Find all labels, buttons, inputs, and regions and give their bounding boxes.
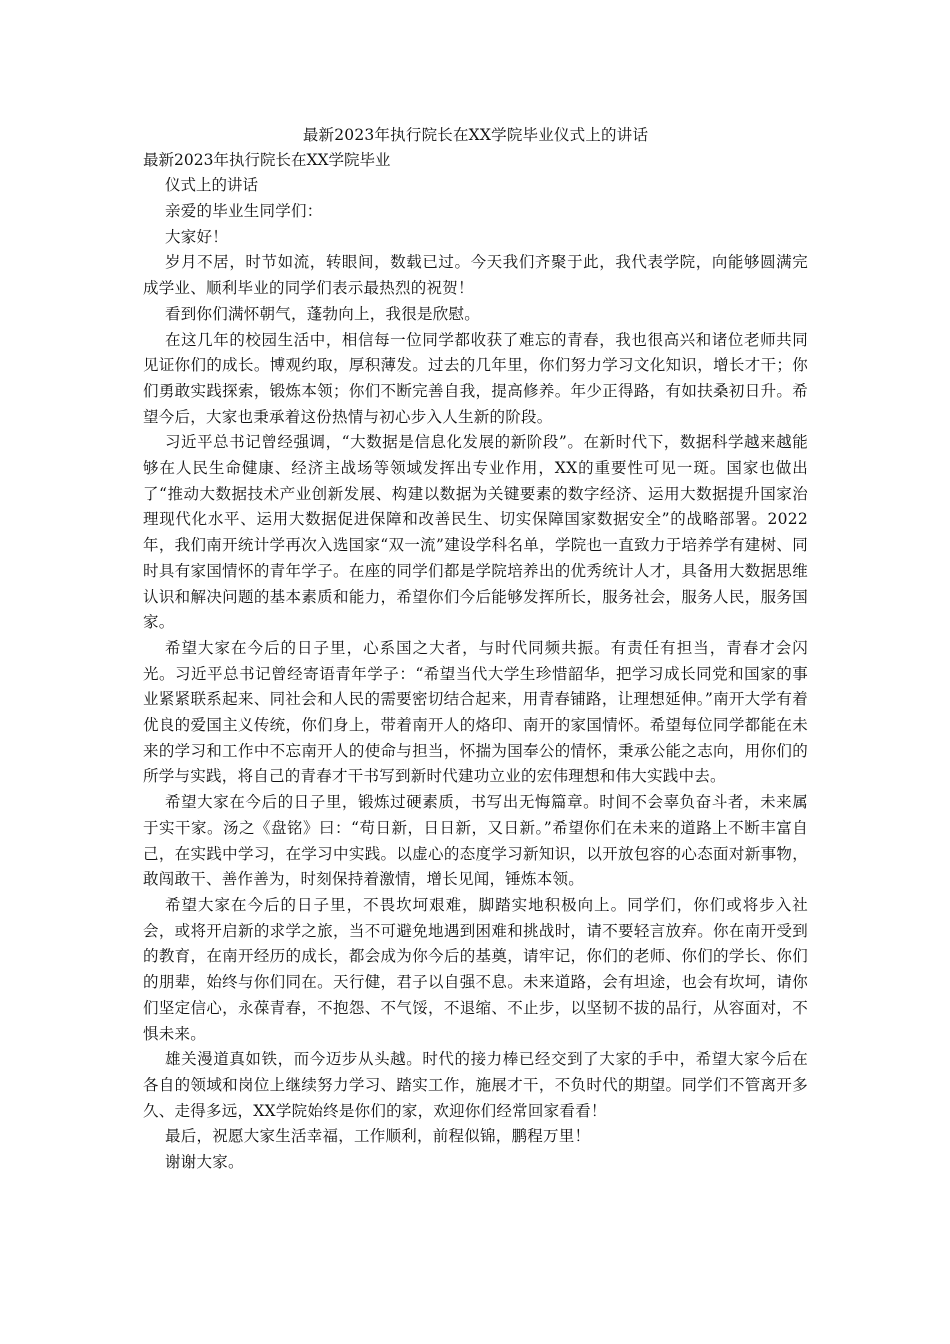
speech-heading-line-2: 仪式上的讲话 bbox=[165, 176, 259, 194]
speech-heading-line-1: 最新2023年执行院长在XX学院毕业 bbox=[143, 151, 391, 169]
closing-wish: 最后，祝愿大家生活幸福，工作顺利，前程似锦，鹏程万里！ bbox=[165, 1127, 591, 1146]
body-paragraph: 希望大家在今后的日子里，心系国之大者，与时代同频共振。有责任有担当，青春才会闪光。习近平总书记曾经寄语青年学子：“希望当代大学生珍惜韶华，把学习成长同党和国家的事业紧紧联系起来、同社会和人民的需要密切结合起来，用青春铺路，让理想延伸。”南开大学有着优良的爱国主义传统，你们身上，带着南开人的烙印、南开的家国情怀。希望每位同学都能在未来的学习和工作中不忘南开人的使命与担当，怀揣为国奉公的情怀，秉承公能之志向，用你们的所学与实践，将自己的青春才干书写到新时代建功立业的宏伟理想和伟大实践中去。 bbox=[143, 638, 808, 786]
document-title: 最新2023年执行院长在XX学院毕业仪式上的讲话 bbox=[302, 126, 649, 144]
document-page bbox=[143, 124, 808, 1176]
body-paragraph: 希望大家在今后的日子里，不畏坎坷艰难，脚踏实地积极向上。同学们，你们或将步入社会，或将开启新的求学之旅，当不可避免地遇到困难和挑战时，请不要轻言放弃。你在南开受到的教育，在南开经历的成长，都会成为你今后的基奠，请牢记，你们的老师、你们的学长、你们的朋辈，始终与你们同在。天行健，君子以自强不息。未来道路，会有坦途，也会有坎坷，请你们坚定信心，永葆青春，不抱怨、不气馁，不退缩、不止步，以坚韧不拔的品行，从容面对，不惧未来。 bbox=[143, 895, 808, 1043]
body-paragraph: 在这几年的校园生活中，相信每一位同学都收获了难忘的青春，我也很高兴和诸位老师共同见证你们的成长。博观约取，厚积薄发。过去的几年里，你们努力学习文化知识，增长才干；你们勇敢实践探索，锻炼本领；你们不断完善自我，提高修养。年少正得路，有如扶桑初日升。希望今后，大家也秉承着这份热情与初心步入人生新的阶段。 bbox=[143, 330, 808, 426]
greeting: 大家好！ bbox=[165, 227, 229, 246]
body-paragraph: 看到你们满怀朝气，蓬勃向上，我很是欣慰。 bbox=[165, 304, 481, 323]
closing-thanks: 谢谢大家。 bbox=[165, 1153, 244, 1172]
body-paragraph: 雄关漫道真如铁，而今迈步从头越。时代的接力棒已经交到了大家的手中，希望大家今后在各自的领域和岗位上继续努力学习、踏实工作，施展才干，不负时代的期望。同学们不管离开多久、走得多远，XX学院始终是你们的家，欢迎你们经常回家看看！ bbox=[143, 1050, 808, 1120]
body-paragraph: 习近平总书记曾经强调，“大数据是信息化发展的新阶段”。在新时代下，数据科学越来越能够在人民生命健康、经济主战场等领域发挥出专业作用，XX的重要性可见一斑。国家也做出了“推动大数据技术产业创新发展、构建以数据为关键要素的数字经济、运用大数据提升国家治理现代化水平、运用大数据促进保障和改善民生、切实保障国家数据安全”的战略部署。2022年，我们南开统计学再次入选国家“双一流”建设学科名单，学院也一直致力于培养学有建树、同时具有家国情怀的青年学子。在座的同学们都是学院培养出的优秀统计人才，具备用大数据思维认识和解决问题的基本素质和能力，希望你们今后能够发挥所长，服务社会，服务人民，服务国家。 bbox=[143, 433, 808, 632]
body-paragraph: 希望大家在今后的日子里，锻炼过硬素质，书写出无悔篇章。时间不会辜负奋斗者，未来属于实干家。汤之《盘铭》曰：“苟日新，日日新，又日新。”希望你们在未来的道路上不断丰富自己，在实践中学习，在学习中实践。以虚心的态度学习新知识，以开放包容的心态面对新事物，敢闯敢干、善作善为，时刻保持着激情，增长见闻，锤炼本领。 bbox=[143, 793, 808, 889]
salutation: 亲爱的毕业生同学们： bbox=[165, 202, 323, 220]
body-paragraph: 岁月不居，时节如流，转眼间，数载已过。今天我们齐聚于此，我代表学院，向能够圆满完成学业、顺利毕业的同学们表示最热烈的祝贺！ bbox=[143, 253, 808, 298]
